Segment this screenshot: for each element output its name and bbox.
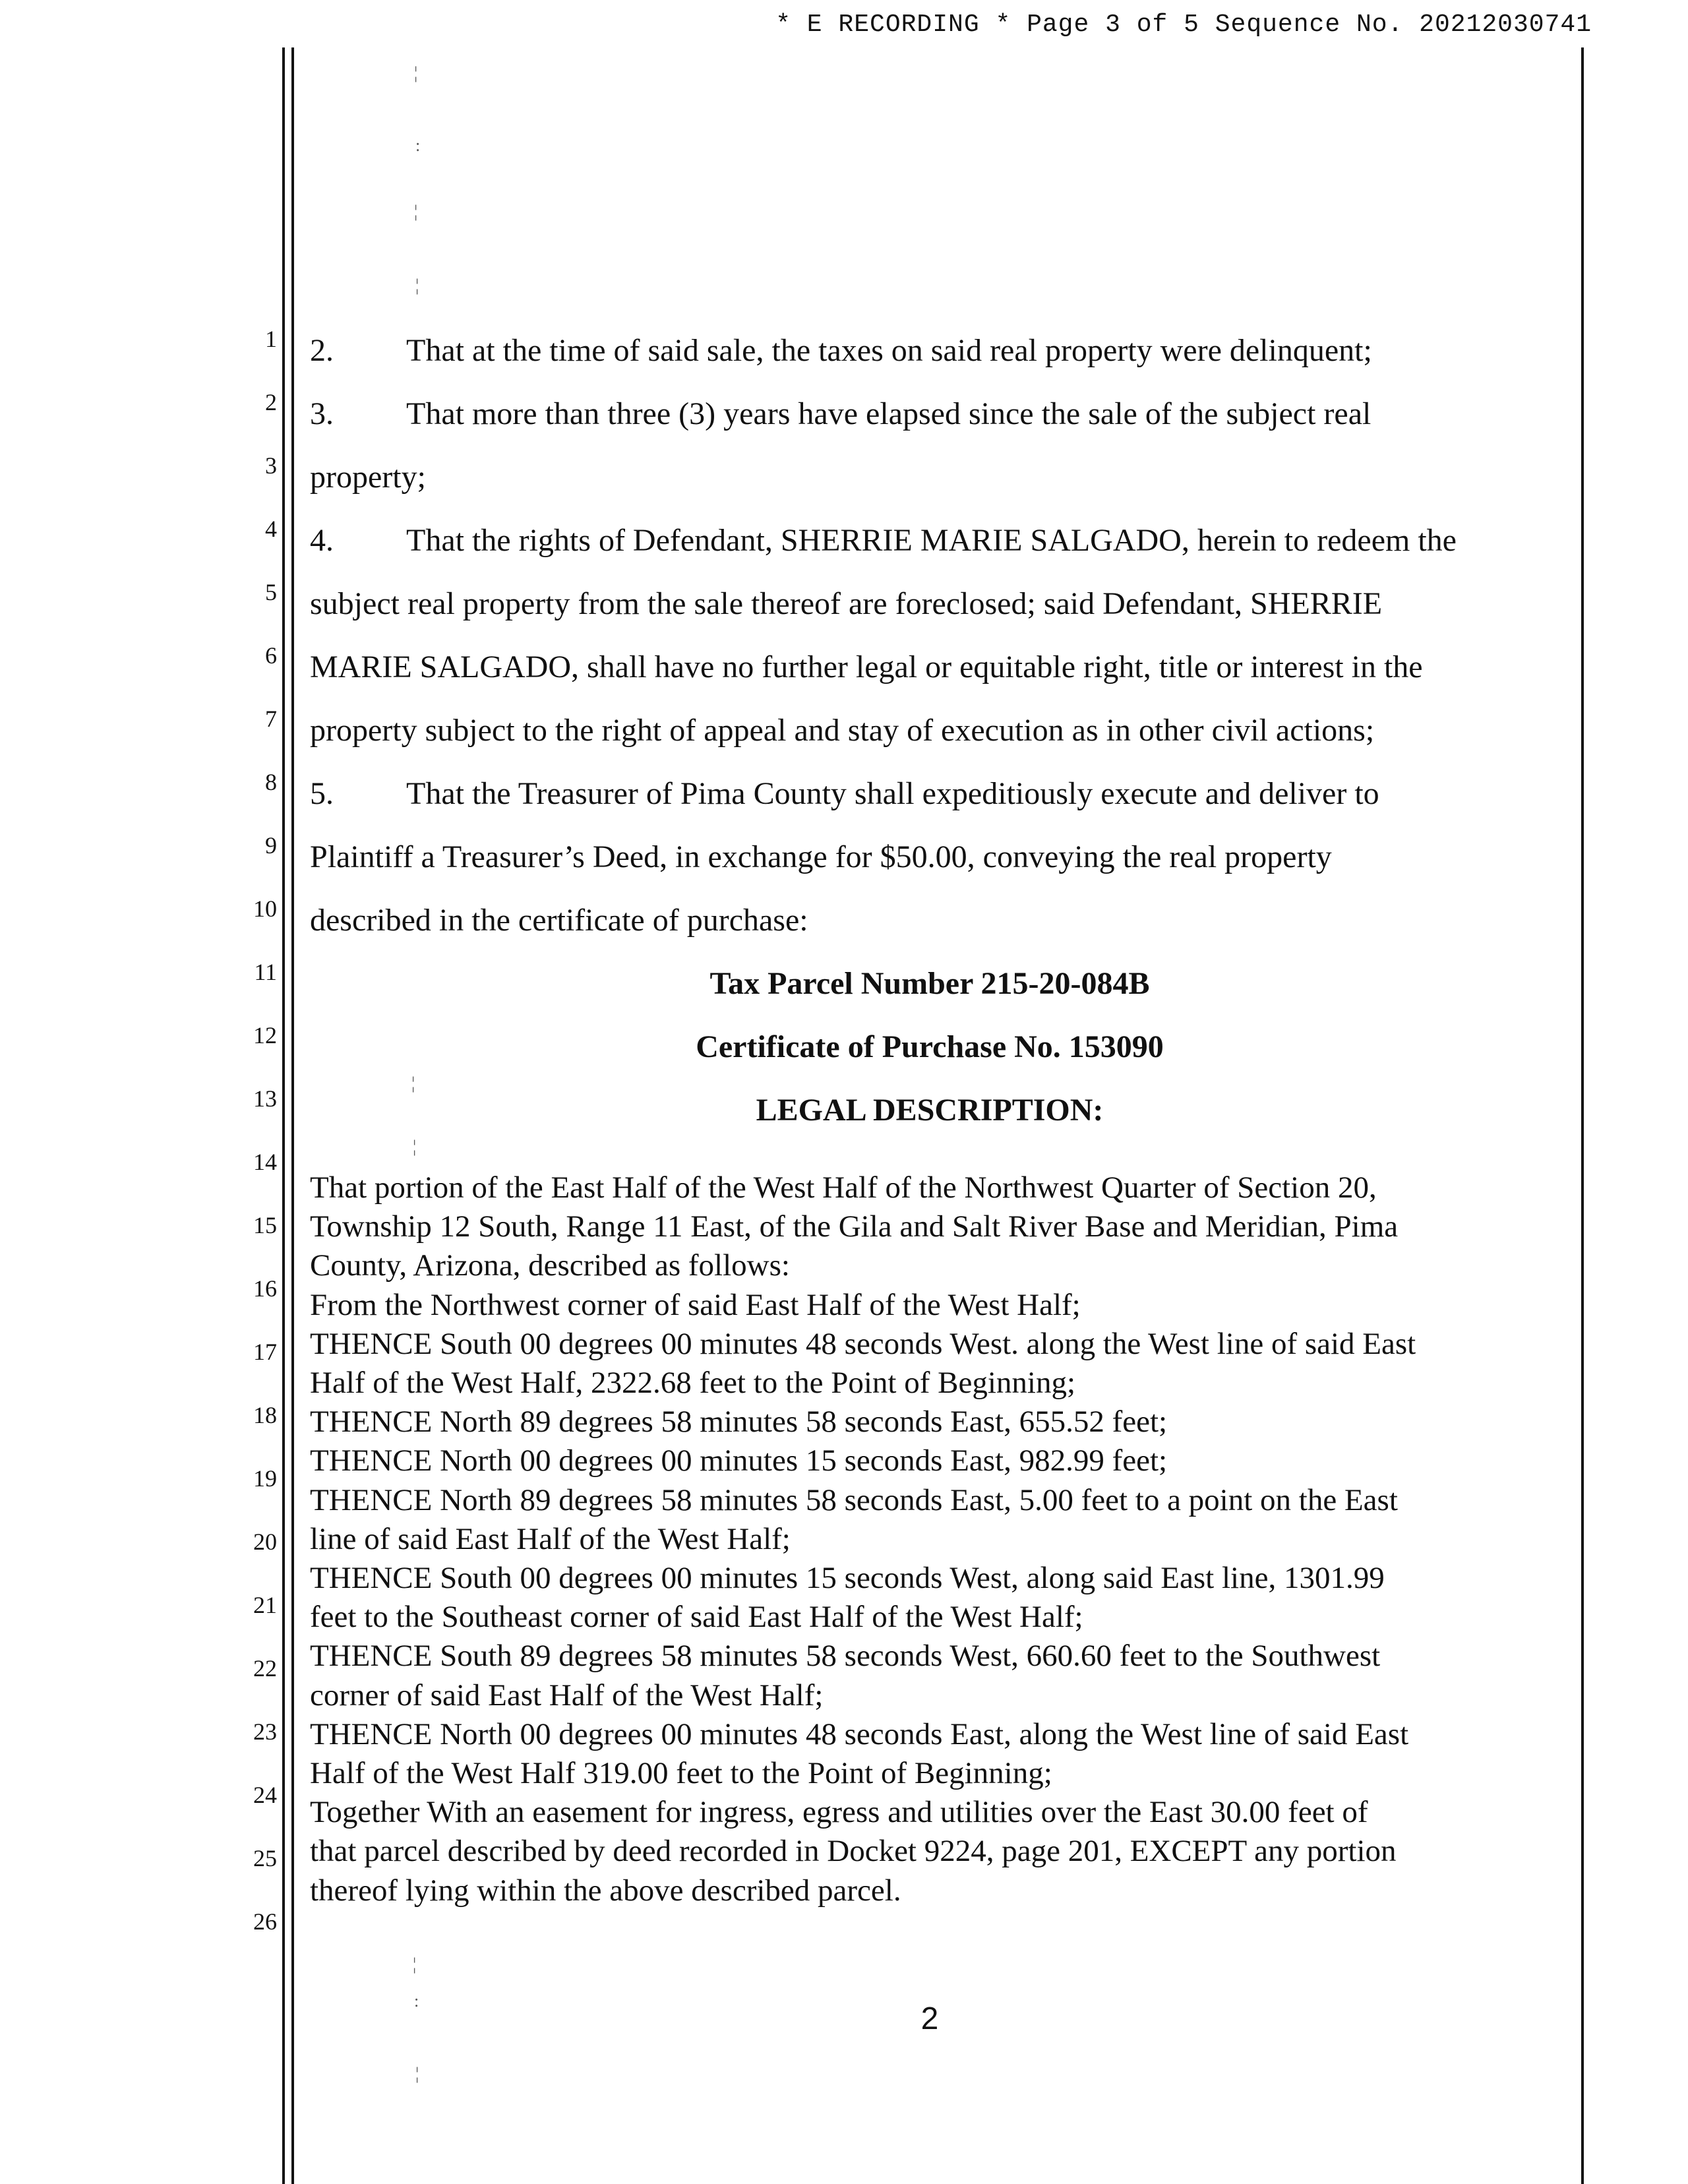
line-number: 7: [265, 706, 277, 732]
tax-parcel-heading: Tax Parcel Number 215-20-084B: [709, 966, 1150, 1001]
scan-artifact: ¦: [414, 202, 418, 221]
legal-line: line of said East Half of the West Half;: [310, 1521, 791, 1556]
scan-artifact: ¦: [415, 276, 419, 295]
paragraph-number: 5.: [310, 776, 334, 811]
paragraph-4-continuation: property subject to the right of appeal and stay of execution as in other civil actions;: [310, 713, 1375, 748]
line-number: 14: [253, 1149, 277, 1175]
line-number: 8: [265, 769, 277, 795]
line-number: 22: [253, 1655, 277, 1682]
paragraph-text: That the Treasurer of Pima County shall expeditiously execute and deliver to: [406, 776, 1379, 811]
scan-artifact: ¦: [415, 2064, 419, 2083]
line-number: 1: [265, 326, 277, 352]
legal-line: THENCE North 89 degrees 58 minutes 58 seconds East, 655.52 feet;: [310, 1405, 1168, 1440]
paragraph-3: [310, 398, 1563, 430]
line-number: 18: [253, 1402, 277, 1428]
line-number: 20: [253, 1529, 277, 1555]
paragraph-text: That at the time of said sale, the taxes on said real property were delinquent;: [406, 333, 1372, 368]
paragraph-text: That the rights of Defendant, SHERRIE MARIE SALGADO, herein to redeem the: [406, 523, 1457, 558]
legal-line: that parcel described by deed recorded in Docket 9224, page 201, EXCEPT any portion: [310, 1834, 1397, 1869]
paragraph-number: 4.: [310, 523, 334, 558]
paragraph-5-continuation: Plaintiff a Treasurer’s Deed, in exchange for $50.00, conveying the real property: [310, 839, 1332, 874]
legal-line: That portion of the East Half of the West Half of the Northwest Quarter of Section 20,: [310, 1170, 1377, 1205]
legal-line: THENCE South 00 degrees 00 minutes 15 seconds West, along said East line, 1301.99: [310, 1561, 1385, 1596]
paragraph-number: 2.: [310, 333, 334, 368]
line-number: 12: [253, 1022, 277, 1048]
paragraph-4: [310, 525, 1563, 557]
legal-line: Half of the West Half 319.00 feet to the Point of Beginning;: [310, 1756, 1052, 1791]
paragraph-4-continuation: MARIE SALGADO, shall have no further legal or equitable right, title or interest in the: [310, 650, 1423, 684]
scan-artifact: ¦: [414, 63, 418, 82]
line-number: 16: [253, 1275, 277, 1302]
legal-line: corner of said East Half of the West Half;: [310, 1678, 824, 1713]
line-number: 2: [265, 389, 277, 415]
line-number: 24: [253, 1782, 277, 1808]
legal-description-heading: LEGAL DESCRIPTION:: [756, 1093, 1104, 1128]
paragraph-text: That more than three (3) years have elapsed since the sale of the subject real: [406, 396, 1372, 431]
line-number: 11: [254, 959, 277, 985]
legal-line: County, Arizona, described as follows:: [310, 1248, 790, 1283]
legal-description-text: [310, 1168, 1563, 1910]
certificate-heading: Certificate of Purchase No. 153090: [696, 1029, 1164, 1064]
left-margin-rule-outer: [282, 47, 285, 2184]
paragraph-4-continuation: subject real property from the sale thereof are foreclosed; said Defendant, SHERRIE: [310, 586, 1383, 621]
legal-line: Together With an easement for ingress, egress and utilities over the East 30.00 feet of: [310, 1795, 1368, 1830]
legal-line: THENCE South 00 degrees 00 minutes 48 seconds West. along the West line of said East: [310, 1326, 1416, 1361]
line-number: 5: [265, 579, 277, 605]
paragraph-2: [310, 335, 1563, 367]
line-number: 10: [253, 895, 277, 922]
right-margin-rule: [1581, 47, 1584, 2184]
legal-line: Half of the West Half, 2322.68 feet to the Point of Beginning;: [310, 1366, 1076, 1401]
line-number: 26: [253, 1908, 277, 1935]
left-margin-rule-inner: [291, 47, 294, 2184]
line-number: 13: [253, 1085, 277, 1112]
legal-line: THENCE North 00 degrees 00 minutes 48 seconds East, along the West line of said East: [310, 1716, 1409, 1751]
line-number: 23: [253, 1718, 277, 1745]
line-number: 4: [265, 516, 277, 542]
scan-artifact: :: [415, 136, 421, 155]
legal-line: THENCE North 89 degrees 58 minutes 58 seconds East, 5.00 feet to a point on the East: [310, 1482, 1398, 1517]
paragraph-3-continuation: property;: [310, 460, 426, 495]
legal-line: From the Northwest corner of said East Half of the West Half;: [310, 1287, 1081, 1322]
scan-artifact: :: [414, 1991, 419, 2011]
line-number: 21: [253, 1592, 277, 1618]
scan-artifact: ¦: [413, 1137, 417, 1156]
legal-line: thereof lying within the above described parcel.: [310, 1873, 901, 1908]
scan-artifact: ¦: [413, 1955, 417, 1974]
paragraph-5-continuation: described in the certificate of purchase:: [310, 903, 808, 938]
paragraph-5: [310, 778, 1563, 810]
line-number: 15: [253, 1212, 277, 1238]
legal-line: feet to the Southeast corner of said East Half of the West Half;: [310, 1600, 1083, 1635]
line-number: 9: [265, 832, 277, 859]
page-number: 2: [920, 2001, 939, 2036]
legal-line: THENCE South 89 degrees 58 minutes 58 seconds West, 660.60 feet to the Southwest: [310, 1639, 1381, 1674]
legal-line: Township 12 South, Range 11 East, of the Gila and Salt River Base and Meridian, Pima: [310, 1209, 1399, 1244]
line-number: 3: [265, 452, 277, 479]
line-number: 25: [253, 1845, 277, 1871]
paragraph-number: 3.: [310, 396, 334, 431]
recording-header: * E RECORDING * Page 3 of 5 Sequence No. 20212030741: [775, 11, 1592, 39]
scan-artifact: ¦: [411, 1074, 415, 1093]
line-number: 19: [253, 1465, 277, 1492]
line-number: 6: [265, 642, 277, 669]
line-number: 17: [253, 1339, 277, 1365]
legal-line: THENCE North 00 degrees 00 minutes 15 seconds East, 982.99 feet;: [310, 1443, 1168, 1478]
